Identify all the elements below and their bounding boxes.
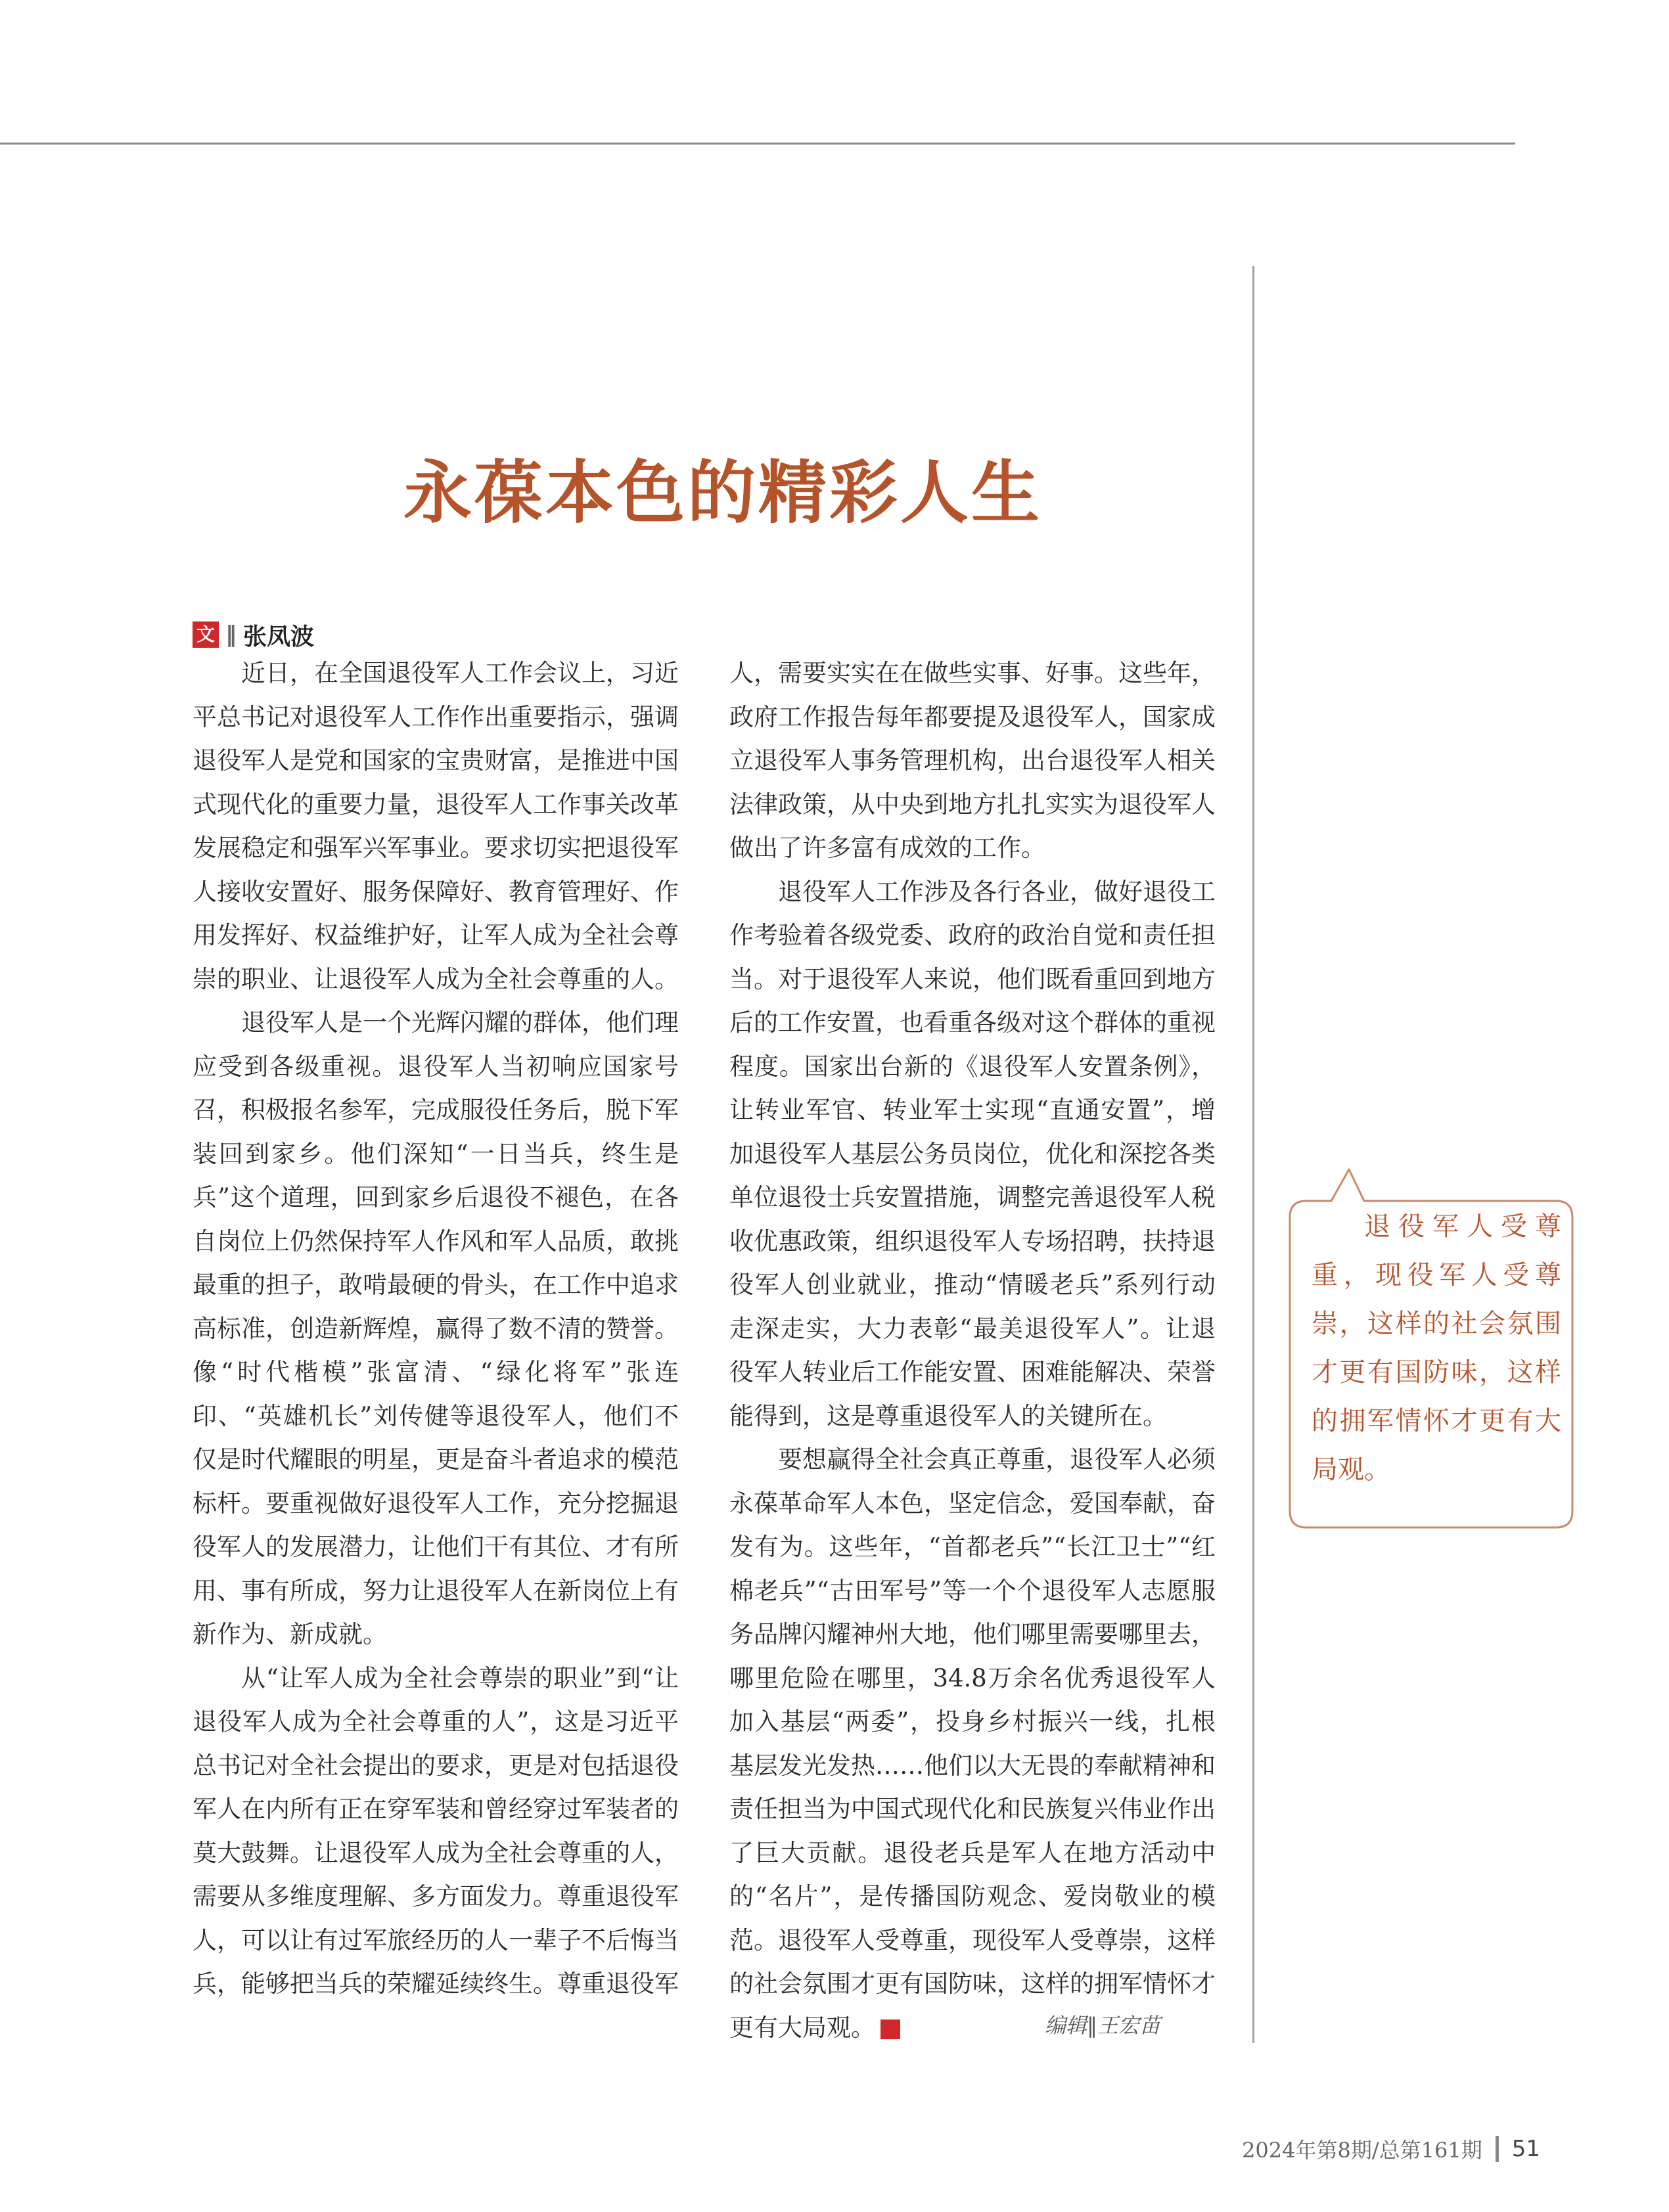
column-2 [729,652,1216,2050]
page-footer [1242,2134,1540,2164]
pull-quote [1287,1163,1576,1531]
byline [193,618,314,651]
byline-separator: ‖ [225,621,237,648]
wen-badge-icon: 文 [193,621,219,648]
paragraph: 人，需要实实在在做些实事、好事。这些年，政府工作报告每年都要提及退役军人，国家成立退役军人事务管理机构，出台退役军人相关法律政策，从中央到地方扎扎实实为退役军人做出了许多富有成效的工作。 [729,659,1216,862]
page-number: 51 [1511,2136,1540,2162]
paragraph: 近日，在全国退役军人工作会议上，习近平总书记对退役军人工作作出重要指示，强调退役军人是党和国家的宝贵财富，是推进中国式现代化的重要力量，退役军人工作事关改革发展稳定和强军兴军事业。要求切实把退役军人接收安置好、服务保障好、教育管理好、作用发挥好、权益维护好，让军人成为全社会尊崇的职业、让退役军人成为全社会尊重的人。 [193,659,679,993]
end-mark-icon: G [880,2020,900,2039]
footer-divider [1496,2136,1499,2162]
paragraph: 从“让军人成为全社会尊崇的职业”到“让退役军人成为全社会尊重的人”，这是习近平总书记对全社会提出的要求，更是对包括退役军人在内所有正在穿军装和曾经穿过军装者的莫大鼓舞。让退役军人成为全社会尊重的人，需要从多维度理解、多方面发力。尊重退役军人，可以让有过军旅经历的人一辈子不后悔当兵，能够把当兵的荣耀延续终生。尊重退役军 [193,1663,679,1998]
top-rule [0,143,1515,145]
editor-credit: 编辑‖王宏苗 [1045,2013,1161,2038]
paragraph: 退役军人是一个光辉闪耀的群体，他们理应受到各级重视。退役军人当初响应国家号召，积极报名参军，完成服役任务后，脱下军装回到家乡。他们深知“一日当兵，终生是兵”这个道理，回到家乡后退役不褪色，在各自岗位上仍然保持军人作风和军人品质，敢挑最重的担子，敢啃最硬的骨头，在工作中追求高标准，创造新辉煌，赢得了数不清的赞誉。像“时代楷模”张富清、“绿化将军”张连印、“英雄机长”刘传健等退役军人，他们不仅是时代耀眼的明星，更是奋斗者追求的模范标杆。要重视做好退役军人工作，充分挖掘退役军人的发展潜力，让他们干有其位、才有所用、事有所成，努力让退役军人在新岗位上有新作为、新成就。 [193,1008,679,1648]
author-name: 张凤波 [243,623,315,650]
paragraph-text: 要想赢得全社会真正尊重，退役军人必须永葆革命军人本色，坚定信念，爱国奉献，奋发有为。这些年，“首都老兵”“长江卫士”“红棉老兵”“古田军号”等一个个退役军人志愿服务品牌闪耀神州大地，他们哪里需要哪里去，哪里危险在哪里，34.8万余名优秀退役军人加入基层“两委”，投身乡村振兴一线，扎根基层发光发热……他们以大无畏的奉献精神和责任担当为中国式现代化和民族复兴伟业作出了巨大贡献。退役老兵是军人在地方活动中的“名片”，是传播国防观念、爱岗敬业的模范。退役军人受尊重，现役军人受尊崇，这样的社会氛围才更有国防味，这样的拥军情怀才更有大局观。 [729,1445,1216,2042]
paragraph: 退役军人工作涉及各行各业，做好退役工作考验着各级党委、政府的政治自觉和责任担当。对于退役军人来说，他们既看重回到地方后的工作安置，也看重各级对这个群体的重视程度。国家出台新的《退役军人安置条例》，让转业军官、转业军士实现“直通安置”，增加退役军人基层公务员岗位，优化和深挖各类单位退役士兵安置措施，调整完善退役军人税收优惠政策，组织退役军人专场招聘，扶持退役军人创业就业，推动“情暖老兵”系列行动走深走实，大力表彰“最美退役军人”。让退役军人转业后工作能安置、困难能解决、荣誉能得到，这是尊重退役军人的关键所在。 [729,877,1216,1430]
pull-quote-text: 退役军人受尊重，现役军人受尊崇，这样的社会氛围才更有国防味，这样的拥军情怀才更有大局观。 [1312,1211,1561,1485]
article-title: 永葆本色的精彩人生 [403,452,1042,533]
column-1 [193,652,679,2006]
paragraph-last [729,1438,1216,2050]
issue-label: 2024年第8期/总第161期 [1242,2138,1482,2163]
